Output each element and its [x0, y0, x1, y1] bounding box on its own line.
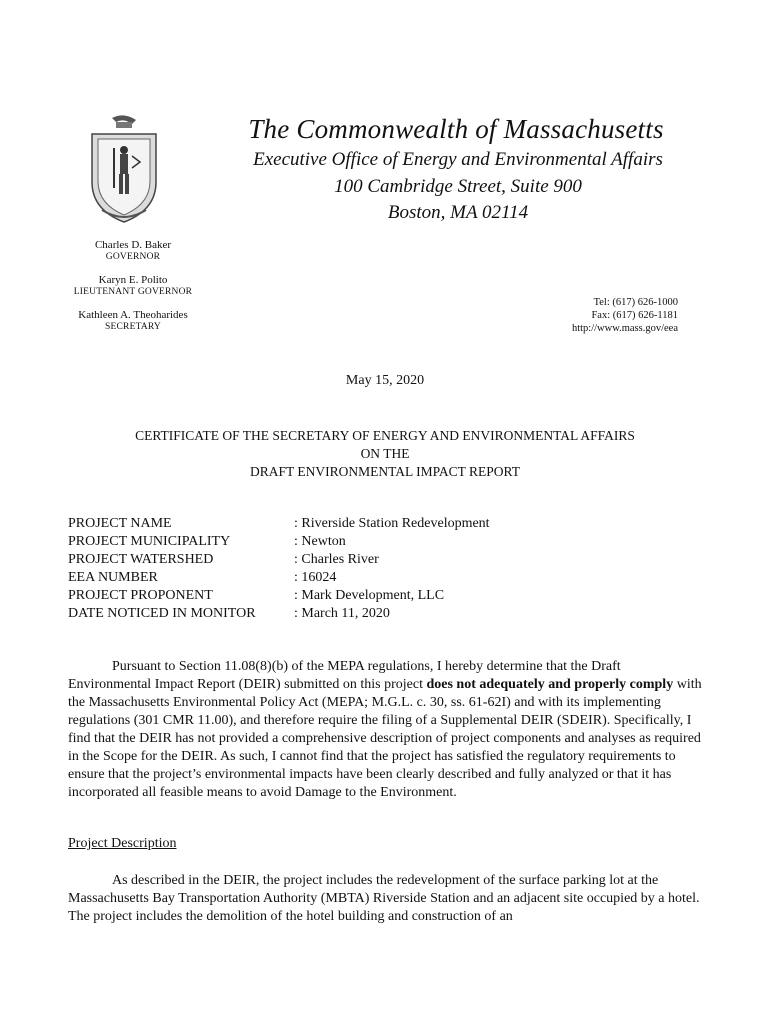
project-info-value: : Mark Development, LLC [294, 588, 445, 603]
project-info-label: PROJECT WATERSHED [68, 552, 214, 567]
office-name: Executive Office of Energy and Environmental Affairs [253, 149, 663, 170]
project-info-label: DATE NOTICED IN MONITOR [68, 606, 256, 621]
project-info-row [68, 605, 490, 623]
official-lt-governor [58, 274, 208, 298]
paragraph-text: Pursuant to Section 11.08(8)(b) of the MEPA regulations, I hereby determine that the Draft Environmental Impact Report (DEIR) submitted on this project [68, 659, 621, 692]
officials-block [58, 239, 208, 344]
description-paragraph [68, 872, 704, 926]
project-info-value: : Newton [294, 534, 346, 549]
official-role: GOVERNOR [105, 252, 161, 262]
project-info-value: : Charles River [294, 552, 379, 567]
official-name: Charles D. Baker [94, 239, 172, 251]
paragraph-text: As described in the DEIR, the project includes the redevelopment of the surface parking lot at the Massachusetts Bay Transportation Authority (MBTA) Riverside Station and an adjacent site occupied by a hotel. The project includes the demolition of the hotel building and construction of an [68, 873, 700, 924]
paragraph-bold-text: does not adequately and properly comply [426, 677, 674, 692]
certificate-line: DRAFT ENVIRONMENTAL IMPACT REPORT [249, 464, 520, 479]
contact-block [572, 296, 678, 335]
project-info-row [68, 569, 490, 587]
project-info-row [68, 533, 490, 551]
determination-paragraph [68, 658, 704, 802]
project-info-label: PROJECT MUNICIPALITY [68, 534, 231, 549]
document-date: May 15, 2020 [345, 373, 425, 388]
project-info-row [68, 587, 490, 605]
project-info-table [68, 515, 490, 623]
project-info-label: PROJECT NAME [68, 516, 172, 531]
project-info-value: : Riverside Station Redevelopment [294, 516, 490, 531]
project-info-value: : 16024 [294, 570, 337, 585]
section-heading: Project Description [68, 836, 177, 851]
street-address: 100 Cambridge Street, Suite 900 [334, 176, 582, 197]
project-info-row [68, 551, 490, 569]
contact-web-link[interactable]: http://www.mass.gov/eea [571, 323, 678, 334]
project-info-value: : March 11, 2020 [294, 606, 390, 621]
project-info-label: PROJECT PROPONENT [68, 588, 213, 603]
official-secretary [58, 309, 208, 333]
official-governor [58, 239, 208, 263]
certificate-heading [0, 427, 770, 481]
official-name: Karyn E. Polito [98, 274, 168, 286]
commonwealth-title: The Commonwealth of Massachusetts [248, 114, 664, 144]
city-address: Boston, MA 02114 [387, 202, 529, 223]
official-name: Kathleen A. Theoharides [78, 309, 188, 321]
contact-fax: Fax: (617) 626-1181 [591, 310, 678, 321]
massachusetts-seal-icon [86, 112, 162, 224]
official-role: SECRETARY [105, 322, 161, 332]
paragraph-text: with the Massachusetts Environmental Policy Act (MEPA; M.G.L. c. 30, ss. 61-62I) and with its implementing regulations (301 CMR 11.00), and therefore require the filing of a Supplemental DEIR (SDEIR). Specifically, I find that the DEIR has not provided a comprehensive description of project components and analyses as required in the Scope for the DEIR. As such, I cannot find that the project has satisfied the regulatory requirements to ensure that the project’s environmental impacts have been clearly described and fully analyzed or that it has incorporated all feasible means to avoid Damage to the Environment. [68, 677, 702, 800]
official-role: LIEUTENANT GOVERNOR [73, 287, 193, 297]
certificate-line: CERTIFICATE OF THE SECRETARY OF ENERGY AND ENVIRONMENTAL AFFAIRS [135, 428, 635, 443]
contact-tel: Tel: (617) 626-1000 [593, 297, 678, 308]
project-info-label: EEA NUMBER [68, 570, 158, 585]
project-info-row [68, 515, 490, 533]
certificate-line: ON THE [360, 446, 410, 461]
